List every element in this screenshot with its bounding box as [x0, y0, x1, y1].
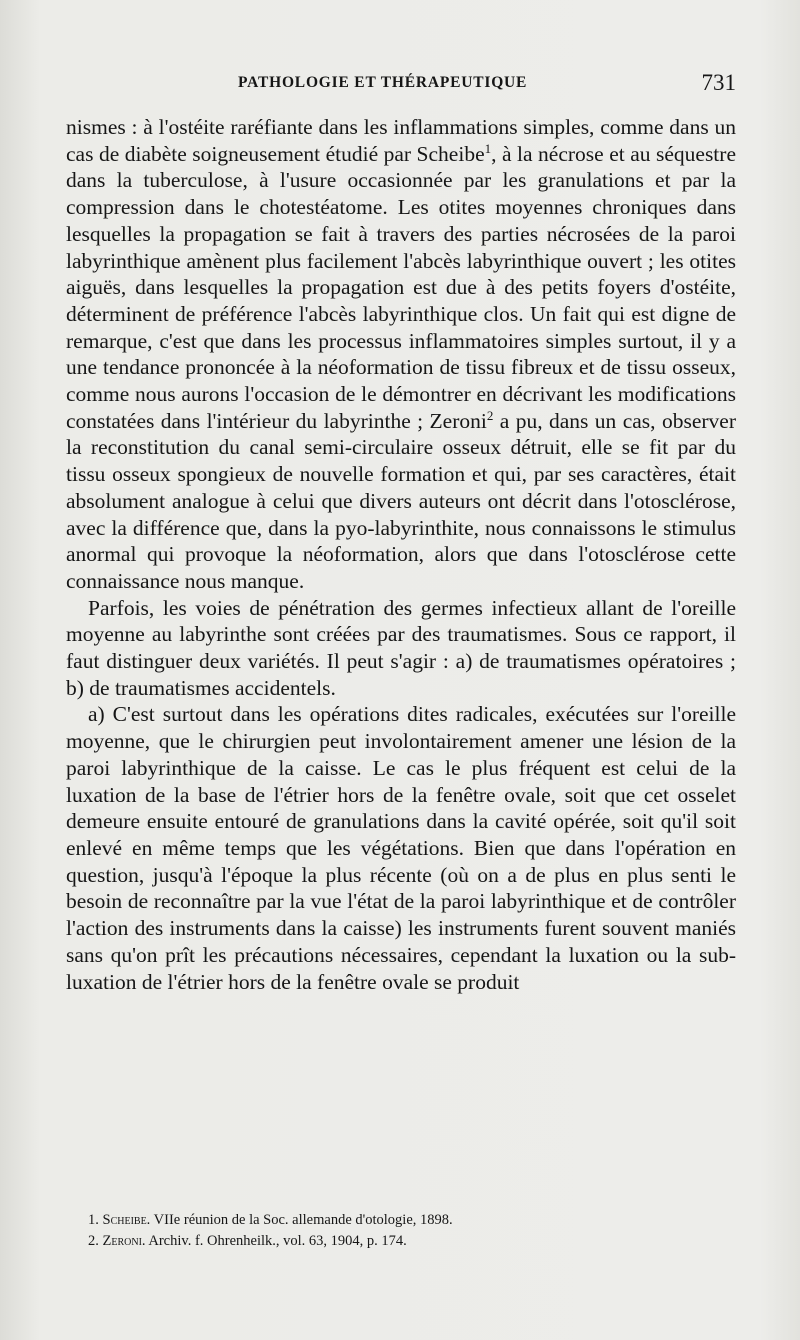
footnote-ref-2: 2 — [486, 407, 494, 423]
paragraph-1 — [66, 114, 736, 595]
paragraph-2: Parfois, les voies de pénétration des germes infectieux allant de l'oreille moyenne au labyrinthe sont créées par des traumatismes. Sous ce rapport, il faut distinguer deux variétés. Il peut s'agir : a) de traumatismes opératoires ; b) de traumatismes accidentels. — [66, 595, 736, 700]
running-title: PATHOLOGIE ET THÉRAPEUTIQUE — [238, 74, 528, 91]
footnote-text: Archiv. f. Ohrenheilk., vol. 63, 1904, p. 174. — [145, 1233, 407, 1249]
footnote-2 — [66, 1231, 736, 1252]
footnote-text: VIIe réunion de la Soc. allemande d'otologie, 1898. — [150, 1212, 453, 1228]
paragraph-3: a) C'est surtout dans les opérations dites radicales, exécutées sur l'oreille moyenne, que le chirurgien peut involontairement amener une lésion de la paroi labyrinthique de la caisse. Le cas le plus fréquent est celui de la luxation de la base de l'étrier hors de la fenêtre ovale, soit que cet osselet demeure ensuite entouré de granulations dans la cavité opérée, soit qu'il soit enlevé en même temps que les végétations. Bien que dans l'opération en question, jusqu'à l'époque la plus récente (où on a de plus en plus senti le besoin de reconnaître par la vue l'état de la paroi labyrinthique et de contrôler l'action des instruments dans la caisse) les instruments furent souvent maniés sans qu'on prît les précautions nécessaires, cependant la luxation ou la sub-luxation de l'étrier hors de la fenêtre ovale se produit — [66, 702, 736, 994]
footnote-number: 1. — [88, 1212, 99, 1228]
footnote-1 — [66, 1210, 736, 1231]
page-number: 731 — [701, 70, 736, 95]
paragraph-1-text: nismes : à l'ostéite raréfiante dans les inflammations simples, comme dans un cas de diabète soigneusement étudié par Scheibe — [66, 115, 736, 166]
paragraph-1-text-after: , à la nécrose et au séquestre dans la tuberculose, à l'usure occasionnée par les granulations et par la compression dans le chotestéatome. Les otites moyennes chroniques dans lesquelles la propagation se fait à travers des parties nécrosées de la paroi labyrinthique amènent plus facilement l'abcès labyrinthique ouvert ; les otites aiguës, dans lesquelles la propagation est due à des petits foyers d'ostéite, déterminent de préférence l'abcès labyrinthique clos. Un fait qui est digne de remarque, c'est que dans les processus inflammatoires simples surtout, il y a une tendance prononcée à la néoformation de tissu fibreux et de tissu osseux, comme nous aurons l'occasion de le démontrer en décrivant les modifications constatées dans l'intérieur du labyrinthe ; Zeroni — [66, 141, 736, 433]
footnote-number: 2. — [88, 1233, 99, 1249]
paragraph-1-text-end: a pu, dans un cas, observer la reconstitution du canal semi-circulaire osseux détruit, elle se fit par du tissu osseux spongieux de nouvelle formation et qui, par ses caractères, était absolument analogue à celui que divers auteurs ont décrit dans l'otosclérose, avec la différence que, dans la pyo-labyrinthite, nous connaissons le stimulus anormal qui provoque la néoformation, alors que dans l'otosclérose cette connaissance nous manque. — [66, 408, 736, 593]
footnote-author: Zeroni. — [102, 1233, 146, 1249]
page-header — [66, 70, 736, 100]
body-text — [66, 114, 736, 995]
footnote-author: Scheibe. — [102, 1212, 151, 1228]
footnotes — [66, 1210, 736, 1252]
footnote-ref-1: 1 — [484, 140, 492, 156]
